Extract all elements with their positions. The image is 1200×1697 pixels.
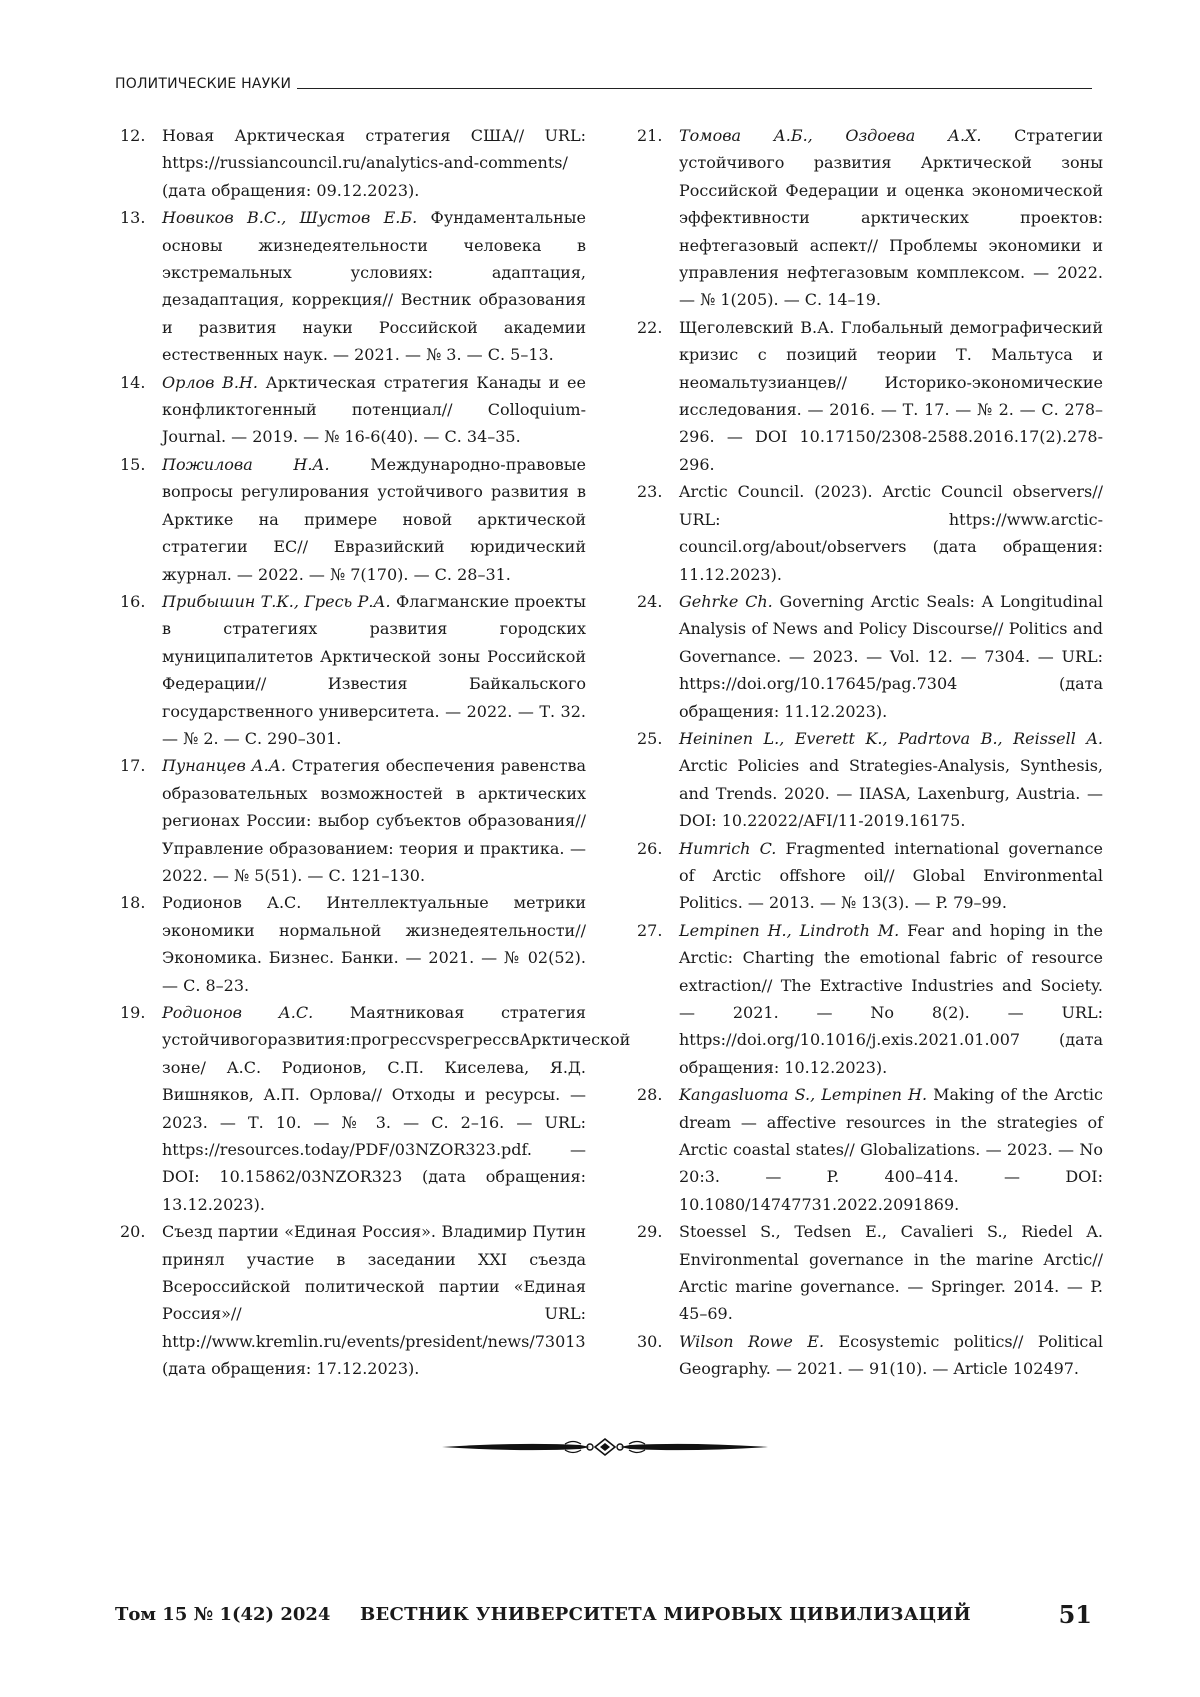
reference-item [637,314,1103,478]
reference-number: 22. [637,317,663,337]
reference-text: Флагманские проекты в стратегиях развития городских муниципалитетов Арктической зоны Российской Федерации// Известия Байкальского государственного университета. — 2022. — Т. 32. — № 2. — С. 290–301. [162,591,587,748]
reference-number: 13. [120,208,146,228]
reference-number: 20. [120,1222,146,1242]
reference-authors: Томова А.Б., Оздоева А.Х. [679,126,982,145]
reference-number: 12. [120,126,146,145]
reference-item [120,752,586,889]
reference-text: Международно-правовые вопросы регулирования устойчивого развития в Арктике на примере новой арктической стратегии ЕС// Евразийский юридический журнал. — 2022. — № 7(170). — С. 28–31. [162,454,586,584]
reference-authors: Gehrke Ch. [679,591,773,611]
references-column-right [637,122,1103,1383]
reference-item [120,204,586,368]
reference-authors: Пожилова Н.А. [162,454,330,474]
reference-text: Арктическая стратегия Канады и ее конфликтогенный потенциал// Colloquium-Journal. — 2019. — № 16-6(40). — С. 34–35. [162,372,586,447]
reference-item [637,122,1103,314]
reference-text: Stoessel S., Tedsen E., Cavalieri S., Riedel A. Environmental governance in the marine Arctic// Arctic marine governance. — Springer. 2014. — P. 45–69. [679,1222,1103,1324]
reference-authors: Прибышин Т.К., Гресь Р.А. [162,591,391,611]
reference-authors: Родионов А.С. [162,1003,314,1022]
reference-text: Фундаментальные основы жизнедеятельности человека в экстремальных условиях: адаптация, дезадаптация, коррекция// Вестник образования и развития науки Российской академии естественных наук. — 2021. — № 3. — С. 5–13. [162,208,586,365]
reference-authors: Heininen L., Everett K., Padrtova B., Reissell A. [679,728,1103,748]
journal-title: ВЕСТНИК УНИВЕРСИТЕТА МИРОВЫХ ЦИВИЛИЗАЦИЙ [360,1604,971,1625]
reference-text: Arctic Council. (2023). Arctic Council observers// URL: https://www.arctic-council.org/about/observers (дата обращения: 11.12.2023). [679,482,1103,584]
reference-text: Arctic Policies and Strategies-Analysis, Synthesis, and Trends. 2020. — IIASA, Laxenburg, Austria. — DOI: 10.22022/AFI/11-2019.16175. [679,756,1103,831]
reference-authors: Lempinen H., Lindroth M. [679,920,900,940]
reference-number: 21. [637,126,663,145]
reference-number: 17. [120,756,146,776]
reference-text: Ecosystemic politics// Political Geography. — 2021. — 91(10). — Article 102497. [679,1331,1104,1379]
reference-number: 14. [120,372,146,392]
reference-item [637,588,1103,725]
reference-authors: Humrich C. [679,838,777,858]
reference-number: 25. [637,728,663,748]
reference-number: 29. [637,1222,663,1242]
page-number: 51 [1058,1600,1092,1629]
reference-item [120,451,586,588]
reference-text: Fear and hoping in the Arctic: Charting the emotional fabric of resource extraction// The Extractive Industries and Society. — 2021. — No 8(2). — URL: https://doi.org/10.1016/j.exis.2021.01.007 (дата обращения: 10.12.2023). [679,920,1104,1077]
reference-number: 18. [120,893,146,913]
reference-text: Making of the Arctic dream — affective resources in the strategies of Arctic coastal states// Globalizations. — 2023. — No 20:3. — P. 400–414. — DOI: 10.1080/14747731.2022.2091869. [679,1085,1103,1214]
reference-number: 16. [120,591,146,611]
reference-text: Стратегия обеспечения равенства образовательных возможностей в арктических регионах России: выбор субъектов образования// Управление образованием: теория и практика. — 2022. — № 5(51). — С. 121–130. [162,756,586,885]
running-header [115,76,1092,92]
reference-text: Стратегии устойчивого развития Арктической зоны Российской Федерации и оценка экономической эффективности арктических проектов: нефтегазовый аспект// Проблемы экономики и управления нефтегазовым комплексом. — 2022. — № 1(205). — С. 14–19. [679,126,1103,310]
reference-number: 23. [637,482,663,502]
reference-number: 28. [637,1085,663,1105]
reference-item [637,1081,1103,1218]
reference-item [637,835,1103,917]
reference-number: 15. [120,454,146,474]
reference-authors: Новиков В.С., Шустов Е.Б. [162,208,418,228]
reference-text: Съезд партии «Единая Россия». Владимир Путин принял участие в заседании XXI съезда Всероссийской политической партии «Единая Россия»// URL: http://www.kremlin.ru/events/president/news/73013 (дата обращения: 17.12.2023). [162,1222,586,1379]
references-column-left [120,122,631,1383]
reference-item [120,122,586,204]
reference-item [120,999,631,1218]
reference-number: 19. [120,1003,146,1022]
reference-number: 26. [637,838,663,858]
issue-info: Том 15 № 1(42) 2024 [115,1604,331,1625]
reference-number: 30. [637,1331,663,1351]
reference-text: Governing Arctic Seals: A Longitudinal Analysis of News and Policy Discourse// Politics and Governance. — 2023. — Vol. 12. — 7304. — URL: https://doi.org/10.17645/pag.7304 (дата обращения: 11.12.2023). [679,591,1103,721]
reference-text: Новая Арктическая стратегия США// URL: https://russiancouncil.ru/analytics-and-comments/ (дата обращения: 09.12.2023). [162,126,586,200]
reference-number: 24. [637,591,663,611]
reference-item [120,369,586,451]
reference-authors: Пунанцев А.А. [162,756,286,776]
reference-authors: Wilson Rowe E. [679,1331,825,1351]
header-rule [297,88,1092,89]
reference-item [120,1218,586,1382]
reference-item [120,889,586,999]
section-title: ПОЛИТИЧЕСКИЕ НАУКИ [115,76,292,92]
reference-item [637,725,1103,835]
reference-text: Маятниковая стратегия устойчивогоразвития:прогрессvsрегрессвАрктической зоне/ А.С. Родионов, С.П. Киселева, Я.Д. Вишняков, А.П. Орлова// Отходы и ресурсы. — 2023. — Т. 10. — № 3. — С. 2–16. — URL: https://resources.today/PDF/03NZOR323.pdf. — DOI: 10.15862/03NZOR323 (дата обращения: 13.12.2023). [162,1003,631,1214]
reference-authors: Орлов В.Н. [162,372,258,392]
reference-text: Fragmented international governance of Arctic offshore oil// Global Environmental Politics. — 2013. — № 13(3). — P. 79–99. [679,838,1103,913]
reference-number: 27. [637,920,663,940]
reference-text: Родионов А.С. Интеллектуальные метрики экономики нормальной жизнедеятельности// Экономика. Бизнес. Банки. — 2021. — № 02(52). — С. 8–23. [162,893,586,995]
end-ornament [440,1435,770,1459]
reference-item [120,588,586,752]
page-footer [115,1600,1092,1630]
reference-text: Щеголевский В.А. Глобальный демографический кризис с позиций теории Т. Мальтуса и неомальтузианцев// Историко-экономические исследования. — 2016. — Т. 17. — № 2. — С. 278–296. — DOI 10.17150/2308-2588.2016.17(2).278-296. [679,317,1103,474]
reference-authors: Kangasluoma S., Lempinen H. [679,1085,928,1105]
reference-item [637,917,1103,1081]
reference-item [637,478,1103,588]
reference-item [637,1328,1103,1383]
reference-item [637,1218,1103,1328]
